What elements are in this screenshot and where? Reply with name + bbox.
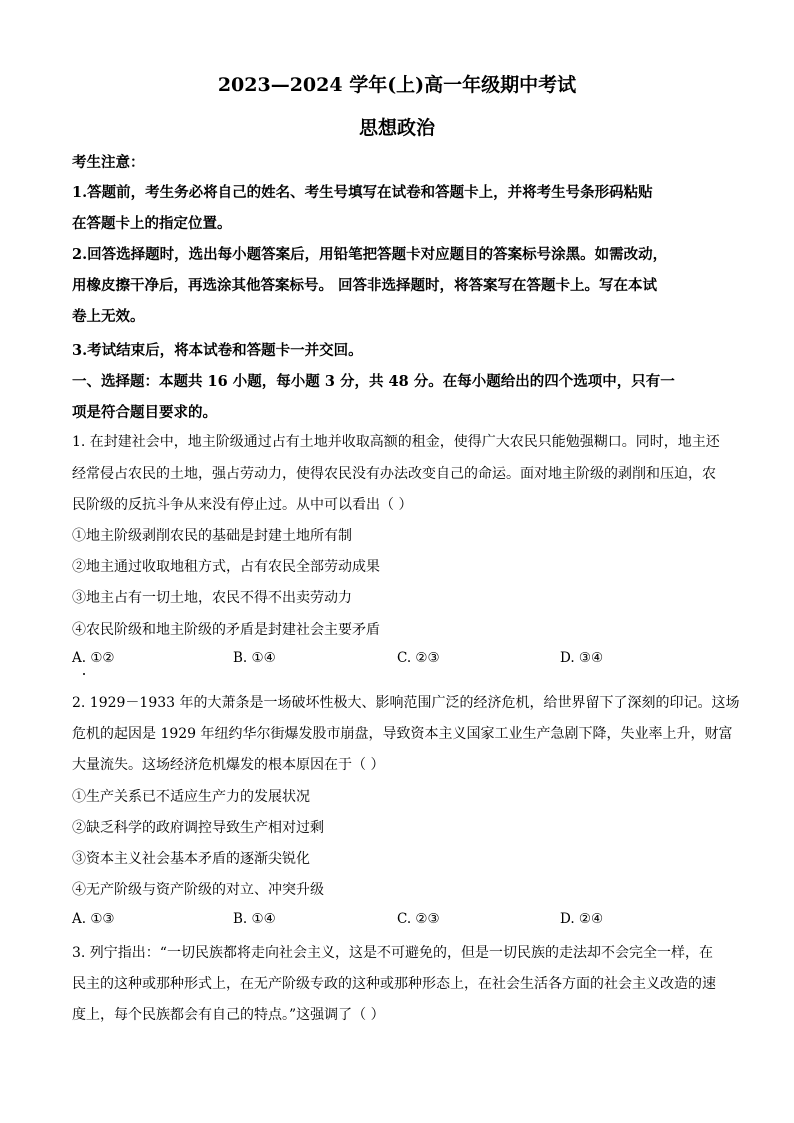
q2-option-d: D. ②④ (560, 911, 604, 927)
notice-line-1: 1.答题前，考生务必将自己的姓名、考生号填写在试卷和答题卡上，并将考生号条形码粘贴 (72, 184, 653, 201)
q3-stem-line-1: 3. 列宁指出：“一切民族都将走向社会主义，这是不可避免的，但是一切民族的走法却不会完全一样，在 (72, 945, 713, 961)
q3-stem-line-3: 度上，每个民族都会有自己的特点。”这强调了（ ） (72, 1007, 385, 1023)
q1-option-c: C. ②③ (397, 650, 440, 666)
q2-stem-line-2: 危机的起因是 1929 年纽约华尔街爆发股市崩盘，导致资本主义国家工业生产急剧下降，失业率上升，财富 (72, 726, 733, 742)
section-heading-line-1: 一、选择题：本题共 16 小题，每小题 3 分，共 48 分。在每小题给出的四个选项中，只有一 (72, 373, 675, 390)
q1-statement-3: ③地主占有一切土地，农民不得不出卖劳动力 (72, 590, 352, 606)
q1-option-d: D. ③④ (560, 650, 604, 666)
exam-subject: 思想政治 (358, 117, 435, 139)
notice-line-5: 卷上无效。 (72, 308, 145, 325)
q2-option-a: A. ①③ (72, 911, 115, 927)
q2-stem-line-1: 2. 1929－1933 年的大萧条是一场破坏性极大、影响范围广泛的经济危机，给世界留下了深刻的印记。这场 (72, 695, 740, 711)
notice-line-6: 3.考试结束后，将本试卷和答题卡一并交回。 (72, 342, 363, 359)
q2-option-c: C. ②③ (397, 911, 440, 927)
q2-statement-3: ③资本主义社会基本矛盾的逐渐尖锐化 (72, 851, 310, 867)
q2-statement-2: ②缺乏科学的政府调控导致生产相对过剩 (72, 820, 324, 836)
q2-stem-line-3: 大量流失。这场经济危机爆发的根本原因在于（ ） (72, 757, 385, 773)
notice-line-2: 在答题卡上的指定位置。 (72, 215, 232, 232)
q1-stem-line-1: 1. 在封建社会中，地主阶级通过占有土地并收取高额的租金，使得广大农民只能勉强糊口。同时，地主还 (72, 434, 720, 450)
q1-option-b: B. ①④ (233, 650, 276, 666)
q1-option-a: A. ①② (72, 650, 115, 666)
q2-statement-4: ④无产阶级与资产阶级的对立、冲突升级 (72, 882, 324, 898)
q1-stem-line-2: 经常侵占农民的土地，强占劳动力，使得农民没有办法改变自己的命运。面对地主阶级的剥削和压迫，农 (72, 466, 716, 482)
notice-line-4: 用橡皮擦干净后，再选涂其他答案标号。 回答非选择题时，将答案写在答题卡上。写在本试 (72, 277, 658, 294)
q1-statement-4: ④农民阶级和地主阶级的矛盾是封建社会主要矛盾 (72, 622, 380, 638)
q2-option-b: B. ①④ (233, 911, 276, 927)
q1-statement-1: ①地主阶级剥削农民的基础是封建土地所有制 (72, 528, 352, 544)
q1-statement-2: ②地主通过收取地租方式，占有农民全部劳动成果 (72, 559, 380, 575)
q2-statement-1: ①生产关系已不适应生产力的发展状况 (72, 789, 310, 805)
q3-stem-line-2: 民主的这种或那种形式上，在无产阶级专政的这种或那种形态上，在社会生活各方面的社会主义改造的速 (72, 976, 716, 992)
notice-heading: 考生注意： (72, 154, 145, 171)
exam-title: 2023—2024 学年(上)高一年级期中考试 (217, 74, 577, 96)
stray-dot-mark (83, 673, 85, 675)
notice-line-3: 2.回答选择题时，选出每小题答案后，用铅笔把答题卡对应题目的答案标号涂黑。如需改动， (72, 246, 668, 263)
section-heading-line-2: 项是符合题目要求的。 (72, 404, 217, 421)
q1-stem-line-3: 民阶级的反抗斗争从来没有停止过。从中可以看出（ ） (72, 497, 413, 513)
